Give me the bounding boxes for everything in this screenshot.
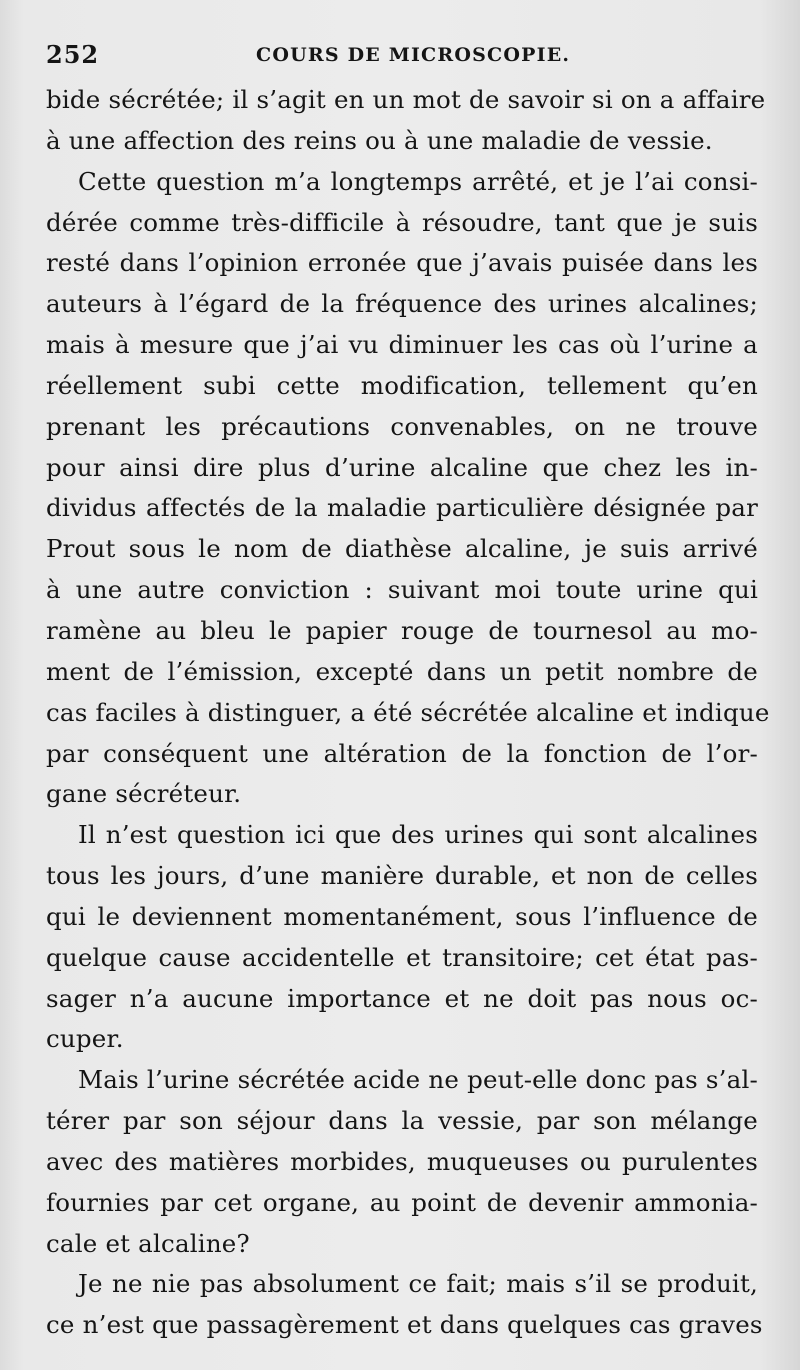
text-line: cale et alcaline? bbox=[46, 1228, 250, 1258]
text-line: gane sécréteur. bbox=[46, 779, 242, 809]
text-line: à une autre conviction : suivant moi toute urine qui bbox=[46, 575, 758, 605]
running-title: COURS DE MICROSCOPIE. bbox=[256, 44, 571, 66]
text-line: quelque cause accidentelle et transitoire; cet état pas- bbox=[46, 942, 758, 972]
text-line: qui le deviennent momentanément, sous l’influence de bbox=[46, 901, 758, 931]
text-line: sager n’a aucune importance et ne doit pas nous oc- bbox=[46, 983, 758, 1013]
text-line: prenant les précautions convenables, on ne trouve bbox=[46, 411, 758, 441]
text-line: Il n’est question ici que des urines qui sont alcalines bbox=[78, 820, 758, 850]
text-line: ce n’est que passagèrement et dans quelques cas graves bbox=[46, 1310, 763, 1340]
body-text bbox=[46, 80, 770, 1346]
text-line: Prout sous le nom de diathèse alcaline, je suis arrivé bbox=[46, 534, 758, 564]
text-line: cuper. bbox=[46, 1024, 124, 1054]
text-line: ramène au bleu le papier rouge de tournesol au mo- bbox=[46, 615, 758, 645]
text-line: dividus affectés de la maladie particulière désignée par bbox=[46, 493, 758, 523]
text-line: Mais l’urine sécrétée acide ne peut-elle donc pas s’al- bbox=[78, 1065, 758, 1095]
text-line: cas faciles à distinguer, a été sécrétée alcaline et indique bbox=[46, 697, 770, 727]
text-line: réellement subi cette modification, tellement qu’en bbox=[46, 370, 758, 400]
text-line: bide sécrétée; il s’agit en un mot de savoir si on a affaire bbox=[46, 85, 766, 114]
text-line: Cette question m’a longtemps arrêté, et je l’ai consi- bbox=[78, 166, 758, 196]
page-number: 252 bbox=[46, 40, 100, 69]
text-line: Je ne nie pas absolument ce fait; mais s’il se produit, bbox=[78, 1269, 758, 1299]
text-line: pour ainsi dire plus d’urine alcaline que chez les in- bbox=[46, 452, 758, 482]
text-line: resté dans l’opinion erronée que j’avais puisée dans les bbox=[46, 248, 758, 278]
text-line: térer par son séjour dans la vessie, par son mélange bbox=[46, 1106, 758, 1136]
text-line: dérée comme très-difficile à résoudre, tant que je suis bbox=[46, 207, 758, 237]
text-line: fournies par cet organe, au point de devenir ammonia- bbox=[46, 1187, 758, 1217]
text-line: avec des matières morbides, muqueuses ou purulentes bbox=[46, 1146, 758, 1176]
text-line: ment de l’émission, excepté dans un petit nombre de bbox=[46, 656, 758, 686]
text-line: tous les jours, d’une manière durable, et non de celles bbox=[46, 861, 758, 891]
text-line: par conséquent une altération de la fonction de l’or- bbox=[46, 738, 758, 768]
text-line: à une affection des reins ou à une maladie de vessie. bbox=[46, 125, 713, 155]
text-line: mais à mesure que j’ai vu diminuer les cas où l’urine a bbox=[46, 330, 758, 360]
page-header bbox=[46, 40, 754, 76]
text-line: auteurs à l’égard de la fréquence des urines alcalines; bbox=[46, 289, 758, 319]
